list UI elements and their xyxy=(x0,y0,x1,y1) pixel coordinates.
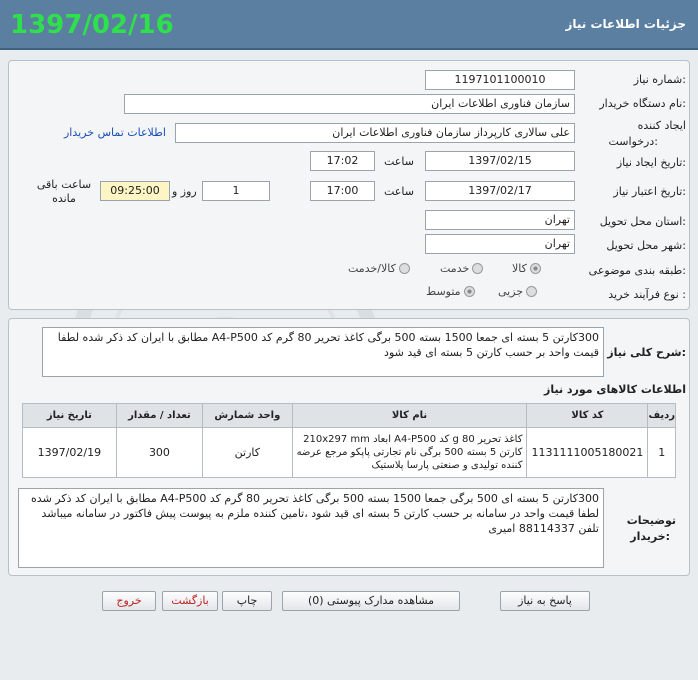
buyer-org-label: نام دستگاه خریدار: xyxy=(599,97,686,110)
creator-label-2: درخواست: xyxy=(608,135,658,148)
process-radio-minor[interactable]: جزیی xyxy=(498,285,537,298)
radio-dot-icon xyxy=(526,286,537,297)
need-number-field: 1197101100010 xyxy=(425,70,575,90)
remaining-time-field: 09:25:00 xyxy=(100,181,170,201)
buyer-notes-label-1: توضیحات xyxy=(626,514,676,527)
summary-text: 300کارتن 5 بسته ای جمعا 1500 بسته 500 برگی کاغذ تحریر 80 گرم کد A4-P500 مطابق با ایران کد ذکر شده لطفا قیمت واحد بر حسب کارتن 5 بسته ای قید شود xyxy=(42,327,604,377)
buyer-notes-text: 300کارتن 5 بسته ای 500 برگی جمعا 1500 بسته 500 برگی کاغذ تحریر 80 گرم کد A4-P500 مطابق با ایران کد ذکر شده لطفا قیمت واحد در سامانه بر حسب کارتن 5 بسته ای قید شود ،تامین کننده ملزم به پیوست پیش فاکتور در سامانه میباشد تلفن 88114337 امیری xyxy=(18,488,604,568)
items-table-header xyxy=(23,404,676,428)
cell-qty: 300 xyxy=(116,428,202,478)
validity-date-label: تاریخ اعتبار نیاز: xyxy=(613,185,686,198)
back-button[interactable]: بازگشت xyxy=(162,591,218,611)
radio-dot-icon xyxy=(399,263,410,274)
col-name: نام کالا xyxy=(292,404,527,428)
category-radio-service[interactable]: خدمت xyxy=(440,262,483,275)
print-button[interactable]: چاپ xyxy=(222,591,272,611)
items-table xyxy=(22,403,676,478)
items-section-title: اطلاعات کالاهای مورد نیاز xyxy=(544,383,686,396)
cell-row: 1 xyxy=(648,428,676,478)
col-code: کد کالا xyxy=(527,404,648,428)
created-time-field: 17:02 xyxy=(310,151,375,171)
cell-name: کاغذ تحریر 80 g کد A4-P500 ابعاد 210x297 mm کارتن 5 بسته 500 برگی نام تجارتی پاپکو مرجع عرضه کننده تولیدی و صنعتی پارسا پلاستیک xyxy=(292,428,527,478)
buyer-org-field: سازمان فناوری اطلاعات ایران xyxy=(124,94,575,114)
created-date-label: تاریخ ایجاد نیاز: xyxy=(616,156,686,169)
radio-dot-icon xyxy=(530,263,541,274)
city-field: تهران xyxy=(425,234,575,254)
summary-label: شرح کلی نیاز: xyxy=(607,346,686,359)
table-row xyxy=(23,428,676,478)
cell-date: 1397/02/19 xyxy=(23,428,117,478)
need-number-label: شماره نیاز: xyxy=(633,73,686,86)
days-remaining-field: 1 xyxy=(202,181,270,201)
province-label: استان محل تحویل: xyxy=(599,215,686,228)
category-radio-goods-service[interactable]: کالا/خدمت xyxy=(348,262,410,275)
days-label: روز و xyxy=(172,185,197,198)
province-field: تهران xyxy=(425,210,575,230)
radio-dot-icon xyxy=(464,286,475,297)
cell-code: 1131111005180021 xyxy=(527,428,648,478)
validity-time-field: 17:00 xyxy=(310,181,375,201)
creator-field: علی سالاری کارپرداز سازمان فناوری اطلاعات ایران xyxy=(175,123,575,143)
city-label: شهر محل تحویل: xyxy=(606,239,686,252)
category-radio-goods[interactable]: کالا xyxy=(512,262,541,275)
radio-dot-icon xyxy=(472,263,483,274)
col-row: ردیف xyxy=(648,404,676,428)
buyer-contact-link[interactable]: اطلاعات تماس خریدار xyxy=(64,126,166,139)
exit-button[interactable]: خروج xyxy=(102,591,156,611)
col-date: تاریخ نیاز xyxy=(23,404,117,428)
category-label: طبقه بندی موضوعی: xyxy=(588,264,686,277)
created-date-field: 1397/02/15 xyxy=(425,151,575,171)
page-title: جزئیات اطلاعات نیاز xyxy=(565,17,686,31)
buyer-notes-label-2: خریدار: xyxy=(630,530,670,543)
reply-button[interactable]: پاسخ به نیاز xyxy=(500,591,590,611)
remaining-time-label: ساعت باقی مانده xyxy=(36,178,92,205)
col-unit: واحد شمارش xyxy=(203,404,292,428)
process-radio-medium[interactable]: متوسط xyxy=(426,285,475,298)
validity-date-field: 1397/02/17 xyxy=(425,181,575,201)
header-date: 1397/02/16 xyxy=(10,10,174,40)
view-attachments-button[interactable]: مشاهده مدارک پیوستی (0) xyxy=(282,591,460,611)
created-time-label: ساعت xyxy=(384,155,414,168)
cell-unit: کارتن xyxy=(203,428,292,478)
col-qty: تعداد / مقدار xyxy=(116,404,202,428)
process-label: نوع فرآیند خرید : xyxy=(608,288,686,301)
creator-label-1: ایجاد کننده xyxy=(637,119,686,132)
page-header xyxy=(0,0,698,50)
validity-time-label: ساعت xyxy=(384,185,414,198)
